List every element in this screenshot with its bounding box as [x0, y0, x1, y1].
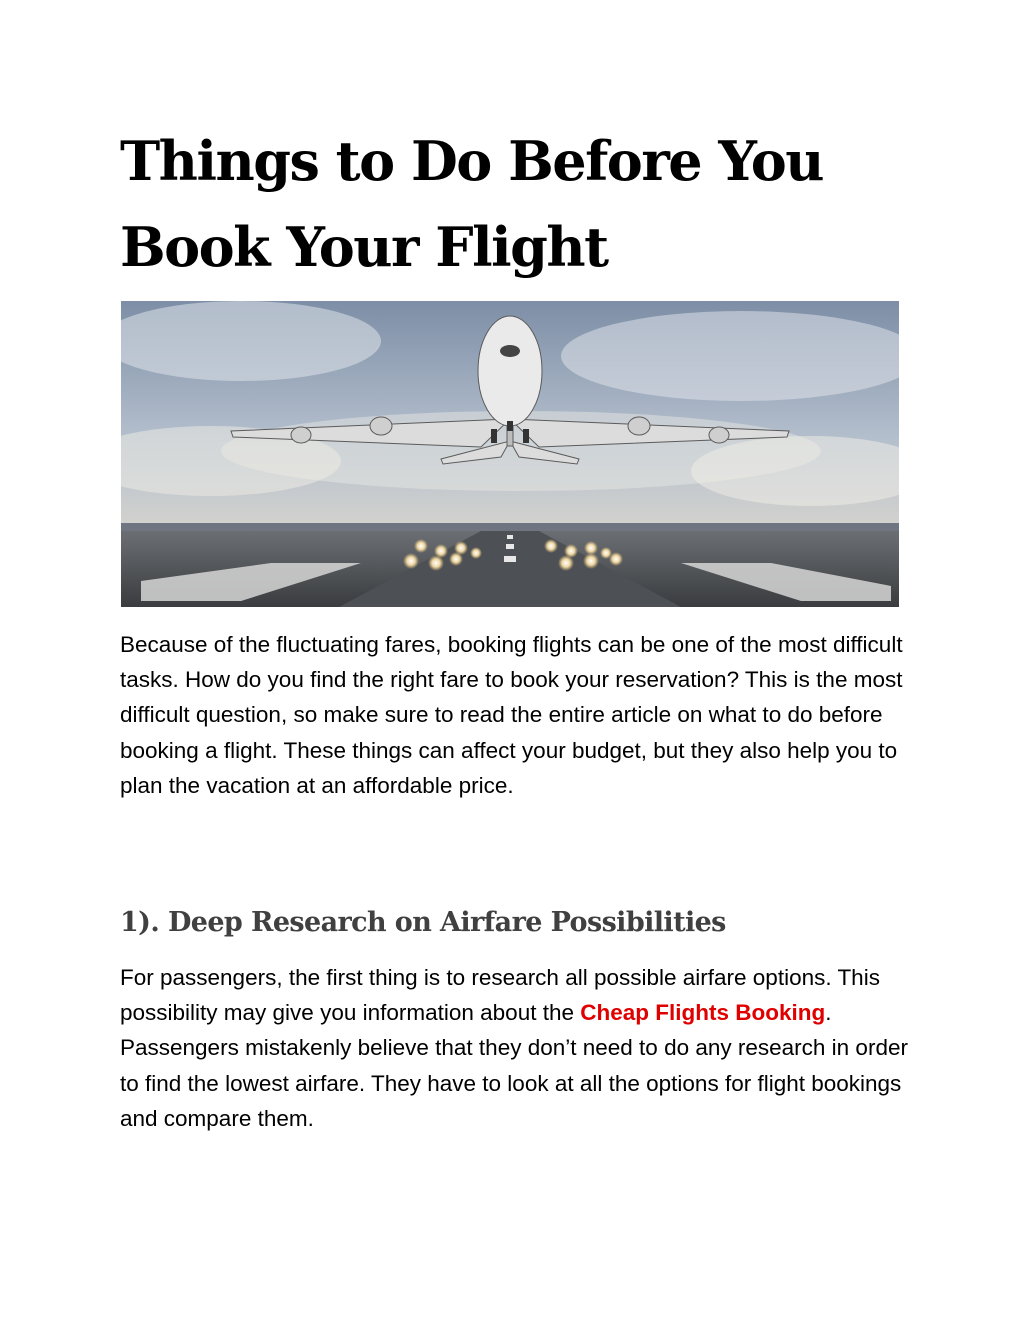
page-title: Things to Do Before You Book Your Flight	[120, 129, 824, 279]
section-heading: 1). Deep Research on Airfare Possibilities	[120, 907, 726, 938]
airplane-runway-illustration	[121, 301, 899, 607]
intro-paragraph: Because of the fluctuating fares, booking flights can be one of the most difficult tasks. How do you find the right fare to book your reservation? This is the most difficult question, so make sure to read the entire article on what to do before booking a flight. These things can affect your budget, but they also help you to plan the vacation at an affordable price.	[120, 632, 903, 798]
section-text-before-link: For passengers, the first thing is to research all possible airfare options. This possibility may give you information about the	[120, 965, 880, 1026]
section-text-after-link: . Passengers mistakenly believe that they don’t need to do any research in order to find the lowest airfare. They have to look at all the options for flight bookings and compare them.	[120, 1000, 908, 1131]
hero-image	[121, 301, 899, 607]
section-paragraph	[120, 960, 910, 1136]
cheap-flights-booking-link[interactable]: Cheap Flights Booking	[580, 1000, 826, 1026]
